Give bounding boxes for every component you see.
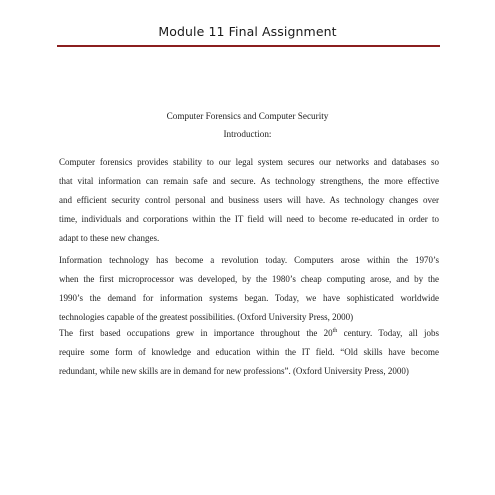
paragraph-line: require some form of knowledge and education within the IT field. “Old skills have become [59,347,439,357]
paragraph-3 [59,324,439,381]
paragraph-line: adapt to these new changes. [59,233,160,243]
paragraph-2 [59,251,439,327]
paragraph-line: when the first microprocessor was developed, by the 1980’s cheap computing arose, and by the [59,274,439,284]
page-header-title: Module 11 Final Assignment [158,24,337,39]
paragraph-line: that vital information can remain safe and secure. As technology strengthens, the more effective [59,176,439,186]
paragraph-line: Computer forensics provides stability to our legal system secures our networks and databases so [59,157,439,167]
paragraph-line: Information technology has become a revolution today. Computers arose within the 1970’s [59,255,439,265]
line-text-before: The first based occupations grew in importance throughout the 20 [59,328,333,338]
paragraph-line: and efficient security control personal and business users will have. As technology changes over [59,195,439,205]
superscript: th [332,328,338,334]
paragraph-line: technologies capable of the greatest possibilities. (Oxford University Press, 2000) [59,312,354,322]
paragraph-line: 1990’s the demand for information systems began. Today, we have sophisticated worldwide [59,293,439,303]
paragraph-line [59,324,439,343]
header-divider [57,45,440,47]
line-text-after: century. Today, all jobs [337,328,439,338]
paragraph-line: time, individuals and corporations within the IT field will need to become re-educated in order to [59,214,439,224]
section-heading: Introduction: [223,129,272,139]
paragraph-1 [59,153,439,248]
paragraph-line: redundant, while new skills are in demand for new professions”. (Oxford University Press, 2000) [59,366,409,376]
document-title: Computer Forensics and Computer Security [166,111,329,121]
